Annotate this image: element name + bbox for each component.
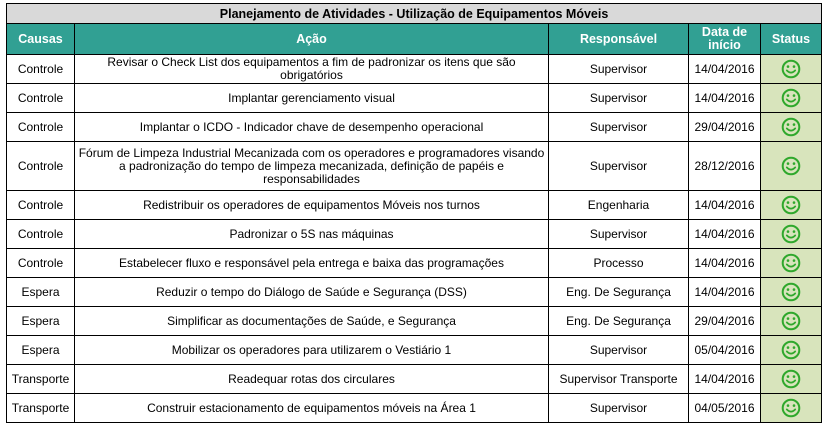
smiley-icon (781, 311, 801, 331)
cell-responsavel: Supervisor Transporte (549, 365, 689, 394)
smiley-icon (781, 195, 801, 215)
smiley-icon (781, 59, 801, 79)
smiley-icon (781, 369, 801, 389)
cell-responsavel: Supervisor (549, 113, 689, 142)
cell-data: 14/04/2016 (689, 220, 761, 249)
header-acao: Ação (75, 24, 549, 55)
cell-causa: Espera (7, 336, 75, 365)
smiley-icon (781, 253, 801, 273)
cell-status (761, 220, 822, 249)
cell-data: 28/12/2016 (689, 142, 761, 191)
cell-acao: Construir estacionamento de equipamentos móveis na Área 1 (75, 394, 549, 423)
cell-status (761, 249, 822, 278)
header-status: Status (761, 24, 822, 55)
table-row (7, 249, 822, 278)
cell-acao: Fórum de Limpeza Industrial Mecanizada com os operadores e programadores visando a padronização do tempo de limpeza mecanizada, definição de papéis e responsabilidades (75, 142, 549, 191)
cell-status (761, 307, 822, 336)
table-row (7, 365, 822, 394)
cell-status (761, 278, 822, 307)
cell-causa: Espera (7, 278, 75, 307)
cell-acao: Simplificar as documentações de Saúde, e Segurança (75, 307, 549, 336)
cell-data: 05/04/2016 (689, 336, 761, 365)
smiley-icon (781, 398, 801, 418)
table-row (7, 307, 822, 336)
cell-causa: Controle (7, 55, 75, 84)
cell-causa: Controle (7, 113, 75, 142)
smiley-icon (781, 156, 801, 176)
cell-causa: Transporte (7, 394, 75, 423)
cell-status (761, 84, 822, 113)
smiley-icon (781, 88, 801, 108)
cell-status (761, 55, 822, 84)
cell-causa: Controle (7, 249, 75, 278)
cell-acao: Mobilizar os operadores para utilizarem o Vestiário 1 (75, 336, 549, 365)
cell-data: 14/04/2016 (689, 249, 761, 278)
cell-acao: Implantar gerenciamento visual (75, 84, 549, 113)
planning-table (6, 3, 822, 423)
header-causas: Causas (7, 24, 75, 55)
cell-data: 29/04/2016 (689, 307, 761, 336)
cell-acao: Padronizar o 5S nas máquinas (75, 220, 549, 249)
smiley-icon (781, 282, 801, 302)
cell-causa: Controle (7, 220, 75, 249)
table-row (7, 84, 822, 113)
cell-responsavel: Supervisor (549, 220, 689, 249)
table-row (7, 113, 822, 142)
cell-acao: Reduzir o tempo do Diálogo de Saúde e Segurança (DSS) (75, 278, 549, 307)
cell-acao: Implantar o ICDO - Indicador chave de desempenho operacional (75, 113, 549, 142)
cell-data: 04/05/2016 (689, 394, 761, 423)
smiley-icon (781, 224, 801, 244)
cell-acao: Readequar rotas dos circulares (75, 365, 549, 394)
header-data-inicio: Data de início (689, 24, 761, 55)
cell-responsavel: Processo (549, 249, 689, 278)
cell-causa: Transporte (7, 365, 75, 394)
cell-responsavel: Supervisor (549, 55, 689, 84)
cell-data: 14/04/2016 (689, 84, 761, 113)
smiley-icon (781, 117, 801, 137)
cell-status (761, 365, 822, 394)
table-row (7, 191, 822, 220)
cell-acao: Redistribuir os operadores de equipamentos Móveis nos turnos (75, 191, 549, 220)
table-row (7, 55, 822, 84)
cell-responsavel: Engenharia (549, 191, 689, 220)
table-row (7, 220, 822, 249)
cell-status (761, 336, 822, 365)
cell-causa: Controle (7, 142, 75, 191)
table-row (7, 142, 822, 191)
table-row (7, 394, 822, 423)
cell-data: 14/04/2016 (689, 365, 761, 394)
smiley-icon (781, 340, 801, 360)
cell-status (761, 191, 822, 220)
table-title: Planejamento de Atividades - Utilização de Equipamentos Móveis (7, 4, 822, 24)
cell-acao: Revisar o Check List dos equipamentos a fim de padronizar os itens que são obrigatórios (75, 55, 549, 84)
cell-responsavel: Supervisor (549, 142, 689, 191)
cell-data: 14/04/2016 (689, 191, 761, 220)
cell-status (761, 142, 822, 191)
cell-responsavel: Eng. De Segurança (549, 278, 689, 307)
cell-responsavel: Eng. De Segurança (549, 307, 689, 336)
cell-data: 14/04/2016 (689, 278, 761, 307)
cell-data: 29/04/2016 (689, 113, 761, 142)
cell-causa: Espera (7, 307, 75, 336)
cell-causa: Controle (7, 191, 75, 220)
cell-causa: Controle (7, 84, 75, 113)
cell-status (761, 113, 822, 142)
cell-acao: Estabelecer fluxo e responsável pela entrega e baixa das programações (75, 249, 549, 278)
cell-data: 14/04/2016 (689, 55, 761, 84)
cell-responsavel: Supervisor (549, 84, 689, 113)
table-row (7, 336, 822, 365)
cell-status (761, 394, 822, 423)
cell-responsavel: Supervisor (549, 336, 689, 365)
cell-responsavel: Supervisor (549, 394, 689, 423)
table-row (7, 278, 822, 307)
header-responsavel: Responsável (549, 24, 689, 55)
